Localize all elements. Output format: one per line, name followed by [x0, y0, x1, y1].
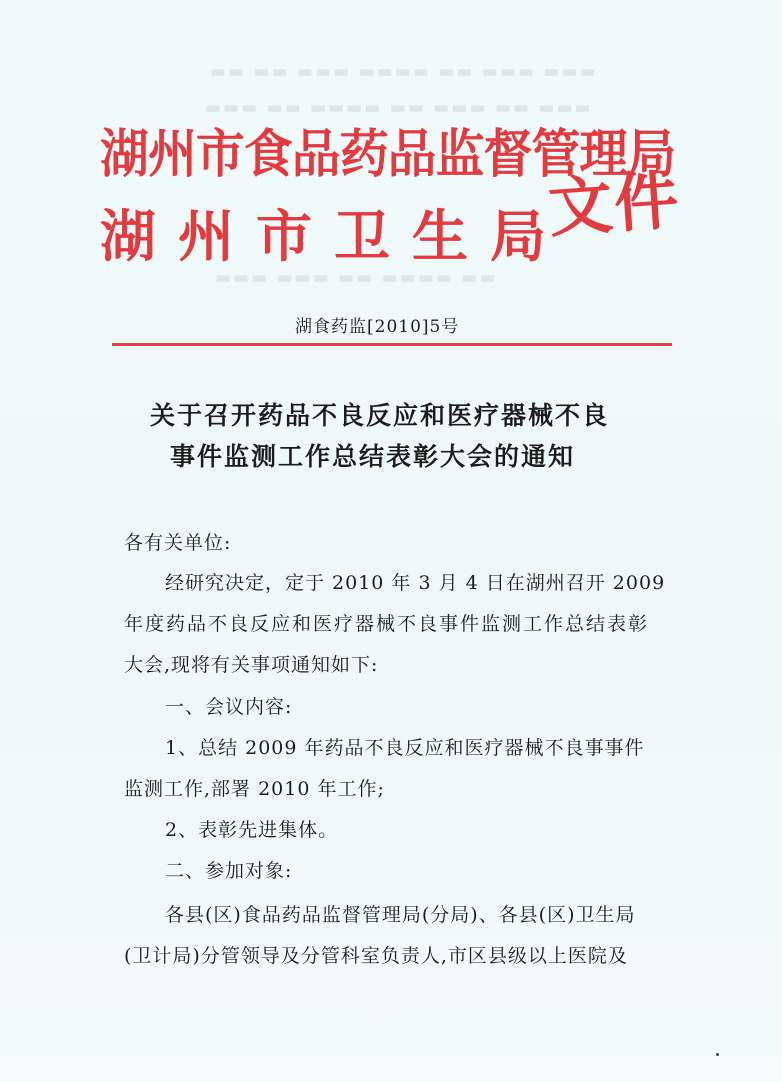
salutation: 各有关单位: [124, 532, 232, 554]
paragraph-1-line-3: 大会,现将有关事项通知如下: [124, 654, 379, 676]
document-number: 湖食药监[2010]5号 [295, 317, 460, 337]
bleed-through-text: ▬▬▬ ▬▬ ▬▬▬▬ ▬▬ ▬▬▬ ▬▬ ▬▬▬ [205, 98, 593, 118]
notice-title-line-1: 关于召开药品不良反应和医疗器械不良 [150, 401, 610, 430]
item-1-line-1: 1、总结 2009 年药品不良反应和医疗器械不良事事件 [165, 737, 645, 759]
header-red-divider [112, 343, 672, 346]
paragraph-1-line-2: 年度药品不良反应和医疗器械不良事件监测工作总结表彰 [124, 613, 650, 635]
issuing-org-health-bureau: 湖州市卫生局 [100, 205, 568, 270]
paragraph-2-line-1: 各县(区)食品药品监督管理局(分局)、各县(区)卫生局 [165, 904, 636, 926]
bleed-through-text: ▬▬▬ ▬▬▬ ▬▬ ▬▬▬▬ ▬▬ [215, 268, 498, 288]
notice-title-line-2: 事件监测工作总结表彰大会的通知 [170, 442, 576, 471]
paragraph-1-line-1: 经研究决定，定于 2010 年 3 月 4 日在湖州召开 2009 [165, 572, 666, 594]
issuing-org-food-drug: 湖州市食品药品监督管理局 [100, 125, 676, 185]
section-1-heading: 一、会议内容: [165, 696, 293, 718]
item-2: 2、表彰先进集体。 [165, 819, 339, 841]
document-type-label: 文件 [546, 163, 683, 247]
scan-speck [716, 1053, 719, 1056]
paragraph-2-line-2: (卫计局)分管领导及分管科室负责人,市区县级以上医院及 [124, 945, 628, 967]
item-1-line-2: 监测工作,部署 2010 年工作; [124, 778, 385, 800]
section-2-heading: 二、参加对象: [165, 860, 293, 882]
bleed-through-text: ▬▬ ▬▬ ▬▬▬ ▬▬▬▬ ▬▬ ▬▬▬ ▬▬▬ [210, 62, 598, 82]
